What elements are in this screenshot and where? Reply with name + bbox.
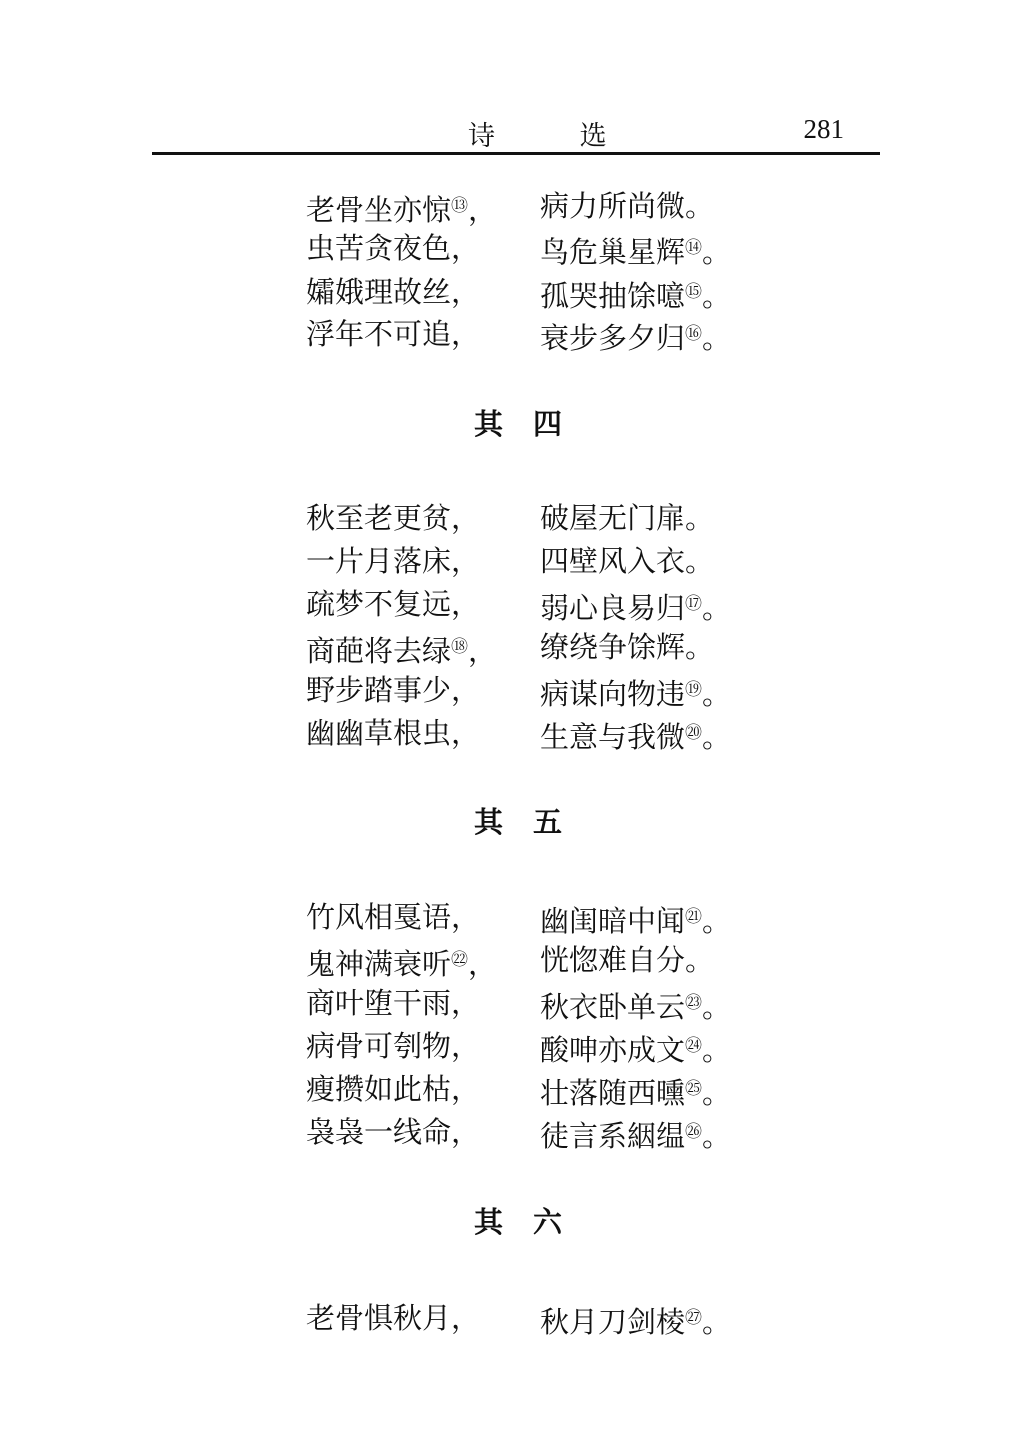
footnote-marker: ㉒	[451, 950, 469, 970]
second-hemistich	[540, 1024, 731, 1072]
hemistich-text: 瘦攒如此枯	[306, 1072, 452, 1106]
punctuation: 。	[702, 677, 732, 711]
hemistich-text: 生意与我微	[540, 720, 686, 754]
footnote-marker: ㉑	[685, 907, 703, 927]
hemistich-text: 虫苦贪夜色	[306, 231, 452, 265]
punctuation: 。	[702, 1076, 732, 1110]
first-hemistich	[306, 312, 480, 356]
second-hemistich	[540, 226, 731, 274]
first-hemistich	[306, 582, 480, 626]
running-header	[152, 108, 880, 158]
verse-line	[0, 711, 1012, 755]
hemistich-text: 一片月落床	[306, 544, 452, 578]
first-hemistich	[306, 270, 480, 314]
footnote-marker: ⑭	[685, 238, 703, 258]
punctuation: ，	[468, 634, 498, 668]
first-hemistich	[306, 895, 480, 939]
verse-line	[0, 895, 1012, 939]
hemistich-text: 孤哭抽馀噫	[540, 279, 686, 313]
punctuation: 。	[702, 990, 732, 1024]
verse-line	[0, 1110, 1012, 1154]
second-hemistich	[540, 1296, 731, 1344]
verse-line	[0, 226, 1012, 270]
section-heading: 其四	[474, 407, 593, 441]
hemistich-text: 疏梦不复远	[306, 587, 452, 621]
punctuation: 。	[685, 544, 715, 578]
footnote-marker: ㉕	[685, 1079, 703, 1099]
first-hemistich	[306, 184, 497, 232]
punctuation: 。	[702, 279, 732, 313]
footnote-marker: ⑯	[685, 324, 703, 344]
punctuation: 。	[702, 1119, 732, 1153]
hemistich-text: 恍惚难自分	[540, 943, 686, 977]
hemistich-text: 野步踏事少	[306, 673, 452, 707]
second-hemistich	[540, 895, 731, 943]
second-hemistich	[540, 711, 731, 759]
first-hemistich	[306, 938, 497, 986]
hemistich-text: 病谋向物违	[540, 677, 686, 711]
punctuation: ，	[451, 986, 481, 1020]
first-hemistich	[306, 1067, 480, 1111]
first-hemistich	[306, 1296, 480, 1340]
second-hemistich	[540, 938, 714, 982]
hemistich-text: 鸟危巢星辉	[540, 235, 686, 269]
hemistich-text: 老骨坐亦惊	[306, 193, 452, 227]
punctuation: 。	[702, 235, 732, 269]
punctuation: ，	[468, 947, 498, 981]
punctuation: ，	[451, 1301, 481, 1335]
punctuation: 。	[685, 630, 715, 664]
verse-line	[0, 582, 1012, 626]
footnote-marker: ⑰	[685, 594, 703, 614]
punctuation: ，	[451, 317, 481, 351]
first-hemistich	[306, 226, 480, 270]
hemistich-text: 幽幽草根虫	[306, 716, 452, 750]
verse-line	[0, 496, 1012, 540]
hemistich-text: 四壁风入衣	[540, 544, 686, 578]
punctuation: ，	[451, 1072, 481, 1106]
punctuation: ，	[451, 275, 481, 309]
section-heading: 其五	[474, 805, 593, 839]
hemistich-text: 徒言系絪缊	[540, 1119, 686, 1153]
footnote-marker: ⑱	[451, 637, 469, 657]
verse-line	[0, 1296, 1012, 1340]
hemistich-text: 破屋无门扉	[540, 501, 686, 535]
verse-line	[0, 270, 1012, 314]
footnote-marker: ⑳	[685, 723, 703, 743]
header-rule	[152, 152, 880, 155]
second-hemistich	[540, 981, 731, 1029]
first-hemistich	[306, 668, 480, 712]
first-hemistich	[306, 625, 497, 673]
first-hemistich	[306, 711, 480, 755]
punctuation: ，	[468, 193, 498, 227]
punctuation: ，	[451, 501, 481, 535]
verse-line	[0, 625, 1012, 669]
second-hemistich	[540, 1110, 731, 1158]
page-number: 281	[803, 114, 844, 144]
footnote-marker: ⑲	[685, 680, 703, 700]
second-hemistich	[540, 625, 714, 669]
hemistich-text: 衰步多夕归	[540, 321, 686, 355]
punctuation: ，	[451, 673, 481, 707]
verse-line	[0, 938, 1012, 982]
second-hemistich	[540, 582, 731, 630]
footnote-marker: ㉖	[685, 1122, 703, 1142]
hemistich-text: 孀娥理故丝	[306, 275, 452, 309]
second-hemistich	[540, 312, 731, 360]
second-hemistich	[540, 270, 731, 318]
footnote-marker: ⑬	[451, 196, 469, 216]
first-hemistich	[306, 981, 480, 1025]
punctuation: ，	[451, 587, 481, 621]
footnote-marker: ㉓	[685, 993, 703, 1013]
hemistich-text: 竹风相戛语	[306, 900, 452, 934]
second-hemistich	[540, 668, 731, 716]
hemistich-text: 酸呻亦成文	[540, 1033, 686, 1067]
first-hemistich	[306, 496, 480, 540]
punctuation: ，	[451, 900, 481, 934]
hemistich-text: 浮年不可追	[306, 317, 452, 351]
verse-line	[0, 668, 1012, 712]
verse-line	[0, 184, 1012, 228]
punctuation: 。	[702, 720, 732, 754]
second-hemistich	[540, 184, 714, 228]
hemistich-text: 鬼神满衰听	[306, 947, 452, 981]
hemistich-text: 商葩将去绿	[306, 634, 452, 668]
punctuation: 。	[702, 1033, 732, 1067]
punctuation: 。	[702, 904, 732, 938]
hemistich-text: 弱心良易归	[540, 591, 686, 625]
first-hemistich	[306, 1024, 480, 1068]
punctuation: ，	[451, 716, 481, 750]
hemistich-text: 病骨可刳物	[306, 1029, 452, 1063]
footnote-marker: ㉗	[685, 1308, 703, 1328]
punctuation: 。	[702, 321, 732, 355]
second-hemistich	[540, 496, 714, 540]
hemistich-text: 商叶堕干雨	[306, 986, 452, 1020]
hemistich-text: 秋月刀剑棱	[540, 1305, 686, 1339]
running-title: 诗 选	[468, 121, 645, 152]
section-heading: 其六	[474, 1205, 593, 1239]
hemistich-text: 秋至老更贫	[306, 501, 452, 535]
punctuation: ，	[451, 544, 481, 578]
punctuation: ，	[451, 1115, 481, 1149]
punctuation: 。	[702, 591, 732, 625]
second-hemistich	[540, 1067, 731, 1115]
hemistich-text: 老骨惧秋月	[306, 1301, 452, 1335]
hemistich-text: 袅袅一线命	[306, 1115, 452, 1149]
hemistich-text: 病力所尚微	[540, 189, 686, 223]
verse-line	[0, 312, 1012, 356]
hemistich-text: 壮落随西曛	[540, 1076, 686, 1110]
punctuation: 。	[702, 1305, 732, 1339]
verse-line	[0, 539, 1012, 583]
verse-line	[0, 1024, 1012, 1068]
verse-line	[0, 981, 1012, 1025]
first-hemistich	[306, 539, 480, 583]
punctuation: 。	[685, 189, 715, 223]
hemistich-text: 秋衣卧单云	[540, 990, 686, 1024]
second-hemistich	[540, 539, 714, 583]
first-hemistich	[306, 1110, 480, 1154]
hemistich-text: 缭绕争馀辉	[540, 630, 686, 664]
verse-line	[0, 1067, 1012, 1111]
punctuation: ，	[451, 231, 481, 265]
hemistich-text: 幽闺暗中闻	[540, 904, 686, 938]
punctuation: 。	[685, 943, 715, 977]
footnote-marker: ㉔	[685, 1036, 703, 1056]
footnote-marker: ⑮	[685, 282, 703, 302]
punctuation: 。	[685, 501, 715, 535]
punctuation: ，	[451, 1029, 481, 1063]
